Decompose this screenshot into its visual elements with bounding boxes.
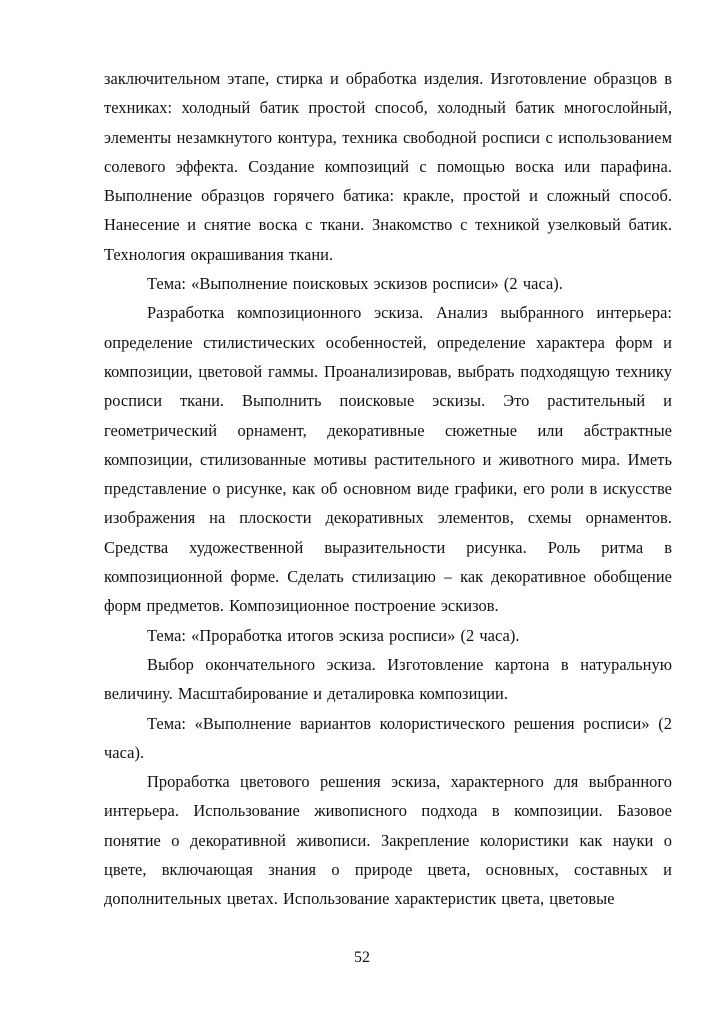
paragraph-continuation: заключительном этапе, стирка и обработка изделия. Изготовление образцов в техниках: холодный батик простой способ, холодный батик многослойный, элементы незамкнутого контура, техника свободной росписи с использованием солевого эффекта. Создание композиций с помощью воска или парафина. Выполнение образцов горячего батика: кракле, простой и сложный способ. Нанесение и снятие воска с ткани. Знакомство с техникой узелковый батик. Технология окрашивания ткани. <box>104 69 672 264</box>
page-number: 52 <box>354 949 370 966</box>
paragraph-final-sketch: Выбор окончательного эскиза. Изготовление картона в натуральную величину. Масштабирование и деталировка композиции. <box>104 654 672 704</box>
body-text <box>104 64 672 914</box>
topic-heading-color-variants: Тема: «Выполнение вариантов колористического решения росписи» (2 часа). <box>104 713 672 762</box>
topic-heading-sketch-results: Тема: «Проработка итогов эскиза росписи» (2 часа). <box>147 625 520 645</box>
paragraph-composition-sketch: Разработка композиционного эскиза. Анализ выбранного интерьера: определение стилистических особенностей, определение характера форм и композиции, цветовой гаммы. Проанализировав, выбрать подходящую технику росписи ткани. Выполнить поисковые эскизы. Это растительный и геометрический орнамент, декоративные сюжетные или абстрактные композиции, стилизованные мотивы растительного и животного мира. Иметь представление о рисунке, как об основном виде графики, его роли в искусстве изображения на плоскости декоративных элементов, схемы орнаментов. Средства художественной выразительности рисунка. Роль ритма в композиционной форме. Сделать стилизацию – как декоративное обобщение форм предметов. Композиционное построение эскизов. <box>104 303 672 616</box>
paragraph-color-solution: Проработка цветового решения эскиза, характерного для выбранного интерьера. Использование живописного подхода в композиции. Базовое понятие о декоративной живописи. Закрепление колористики как науки о цвете, включающая знания о природе цвета, основных, составных и дополнительных цветах. Использование характеристик цвета, цветовые <box>104 772 672 909</box>
topic-heading-search-sketches: Тема: «Выполнение поисковых эскизов росписи» (2 часа). <box>147 274 563 294</box>
